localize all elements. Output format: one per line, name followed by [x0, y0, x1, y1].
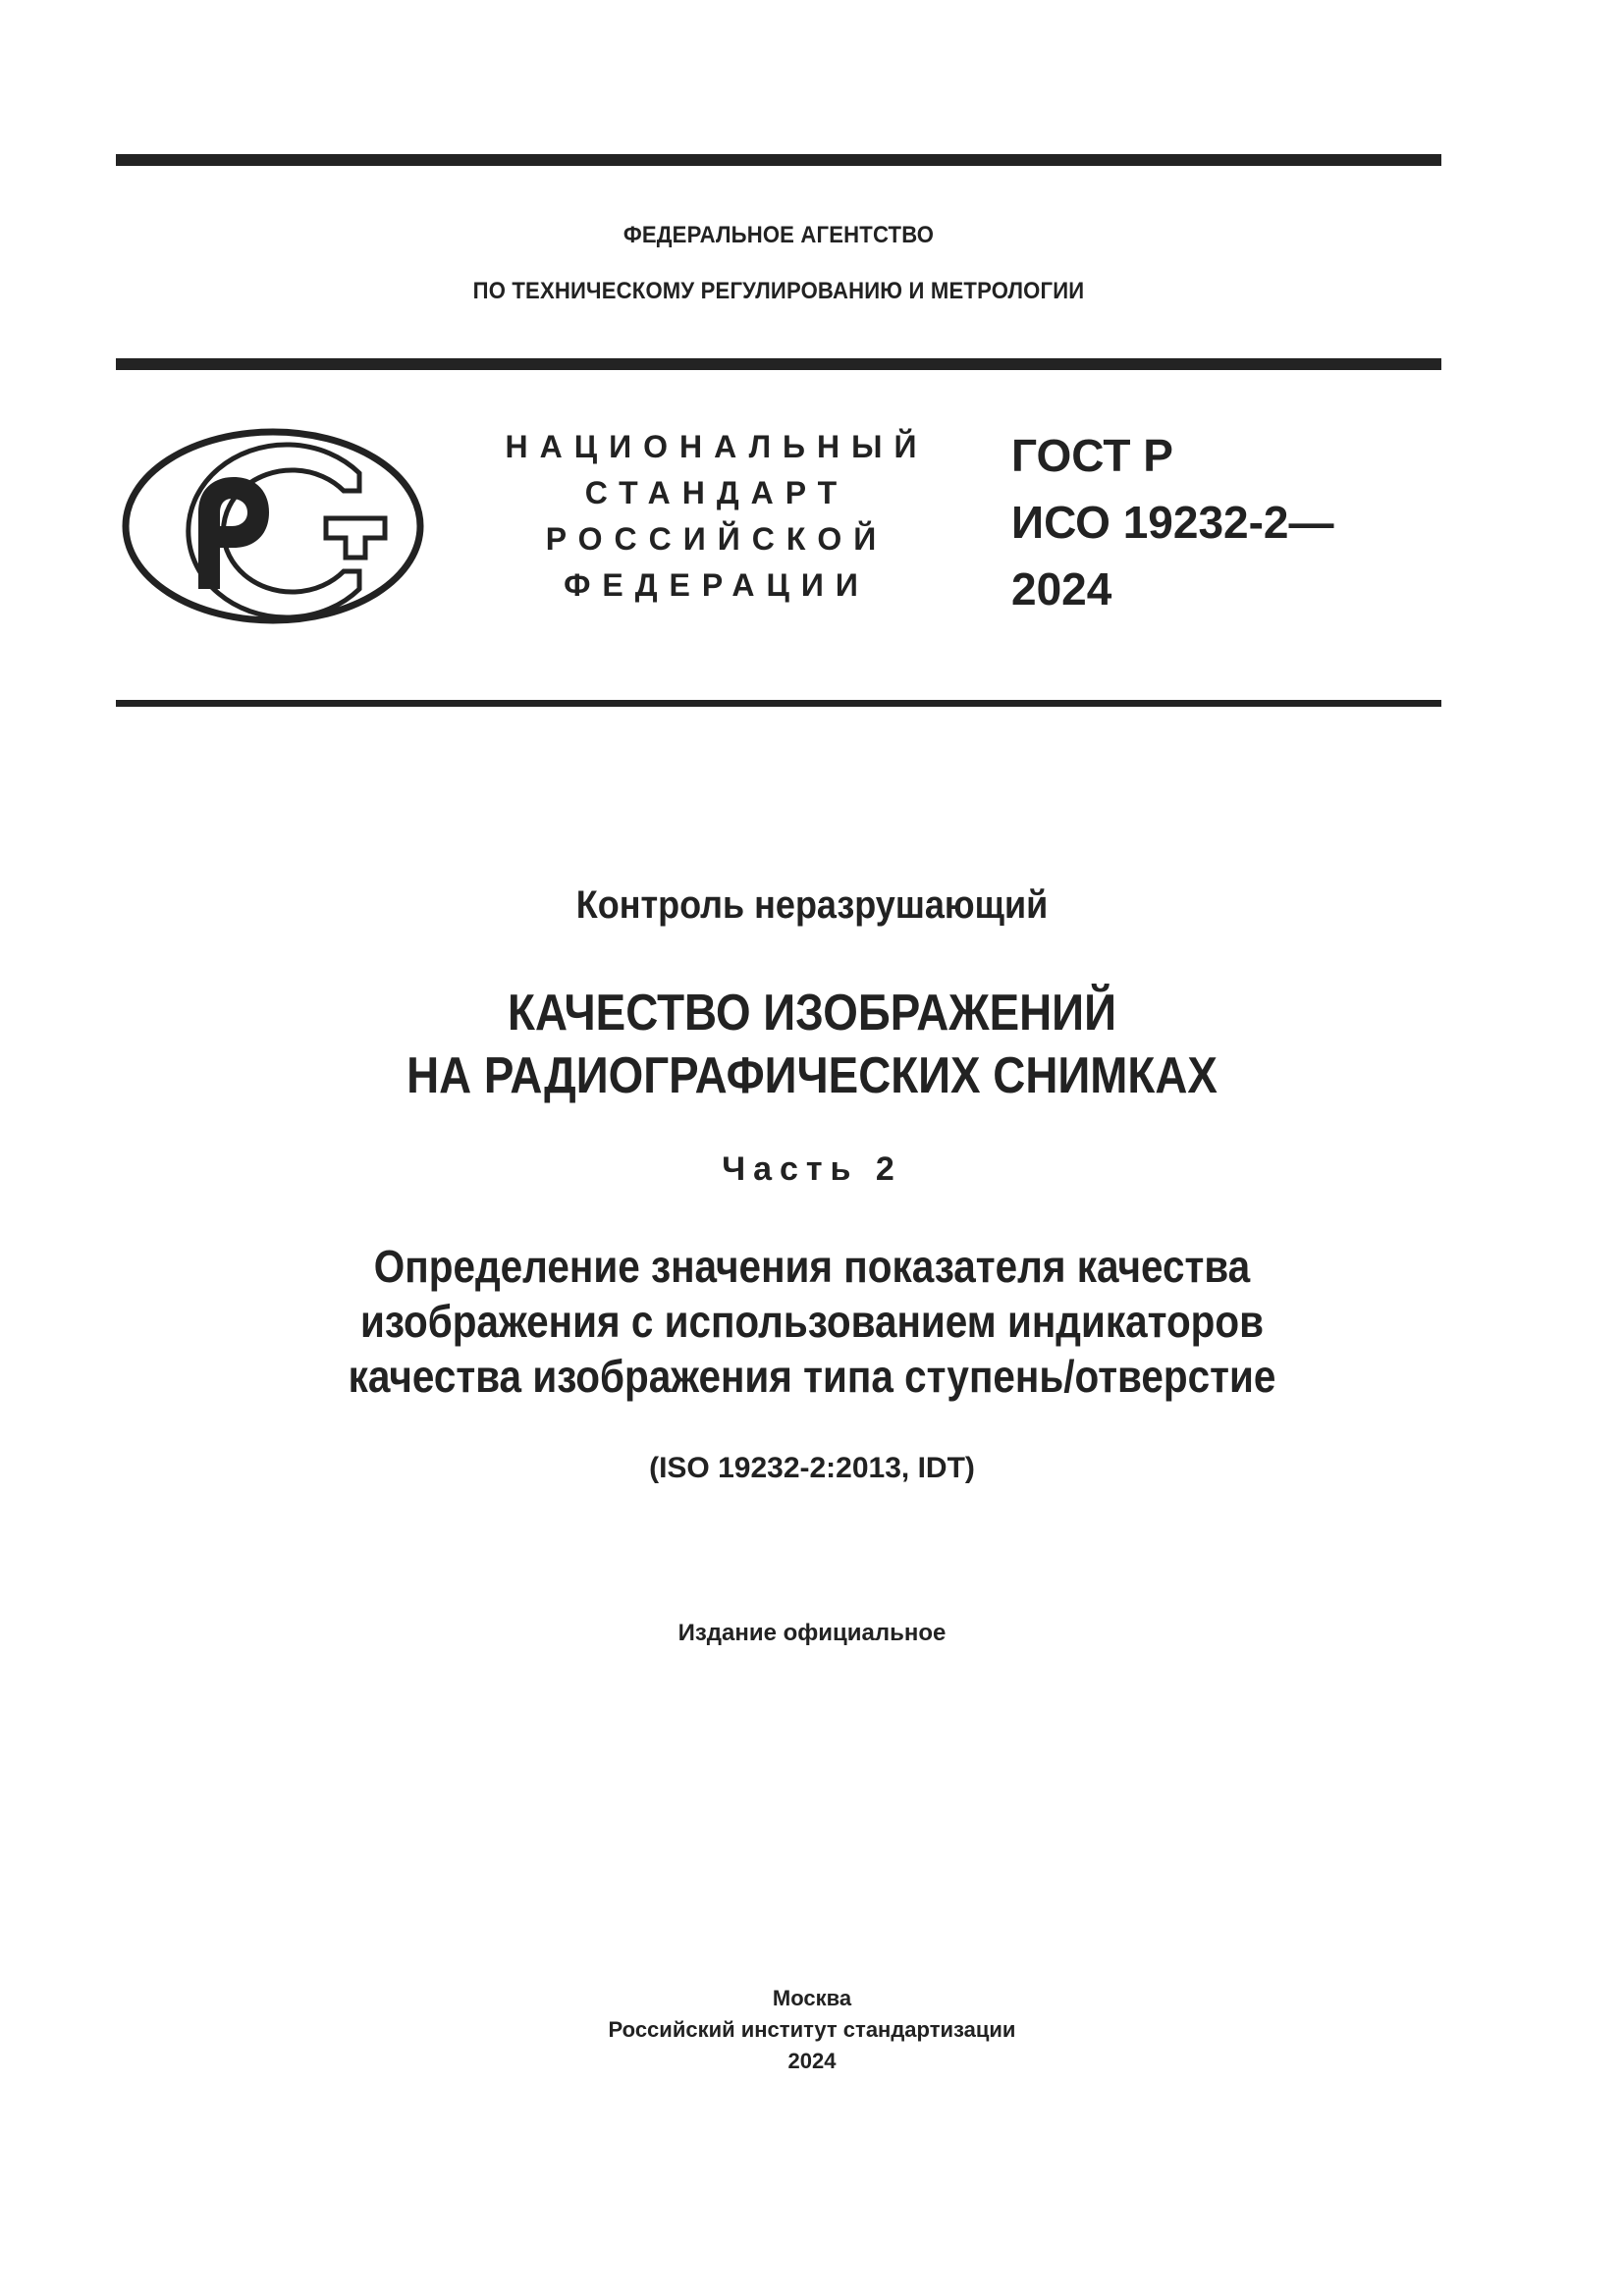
- imprint-year: 2024: [787, 2049, 837, 2073]
- imprint: [0, 1983, 1624, 2077]
- subtitle-line-2: изображения с использованием индикаторов: [359, 1296, 1265, 1347]
- standard-type-line: СТАНДАРТ: [584, 475, 849, 510]
- standard-type-line: ФЕДЕРАЦИИ: [564, 567, 870, 603]
- subtitle-line-1: Определение значения показателя качества: [373, 1241, 1251, 1292]
- rst-certification-mark-icon: [116, 422, 430, 638]
- top-rule: [116, 154, 1441, 166]
- designation-line-2: ИСО 19232-2—: [1011, 497, 1334, 548]
- subtitle-line-3: качества изображения типа ступень/отверстие: [348, 1351, 1276, 1402]
- standard-designation: [1011, 422, 1334, 622]
- subtitle: [97, 1239, 1527, 1404]
- main-title-line-2: НА РАДИОГРАФИЧЕСКИХ СНИМКАХ: [406, 1047, 1218, 1104]
- agency-name-line-2: ПО ТЕХНИЧЕСКОМУ РЕГУЛИРОВАНИЮ И МЕТРОЛОГИИ: [472, 278, 1085, 304]
- bottom-rule: [116, 700, 1441, 707]
- agency-name-line-1: ФЕДЕРАЛЬНОЕ АГЕНТСТВО: [623, 222, 935, 248]
- standard-type-line: НАЦИОНАЛЬНЫЙ: [505, 429, 929, 464]
- main-title: [97, 982, 1527, 1107]
- iso-reference: (ISO 19232-2:2013, IDT): [649, 1452, 975, 1484]
- designation-line-3: 2024: [1011, 563, 1112, 614]
- standard-type-block: [491, 424, 943, 609]
- main-title-line-1: КАЧЕСТВО ИЗОБРАЖЕНИЙ: [508, 985, 1116, 1041]
- field-title: Контроль неразрушающий: [575, 883, 1049, 927]
- middle-rule: [116, 358, 1441, 370]
- standard-type-line: РОССИЙСКОЙ: [545, 521, 889, 557]
- imprint-city: Москва: [772, 1986, 852, 2010]
- part-label: Часть 2: [722, 1150, 902, 1188]
- imprint-publisher: Российский институт стандартизации: [608, 2017, 1016, 2042]
- designation-line-1: ГОСТ Р: [1011, 430, 1173, 481]
- edition-label: Издание официальное: [677, 1620, 947, 1646]
